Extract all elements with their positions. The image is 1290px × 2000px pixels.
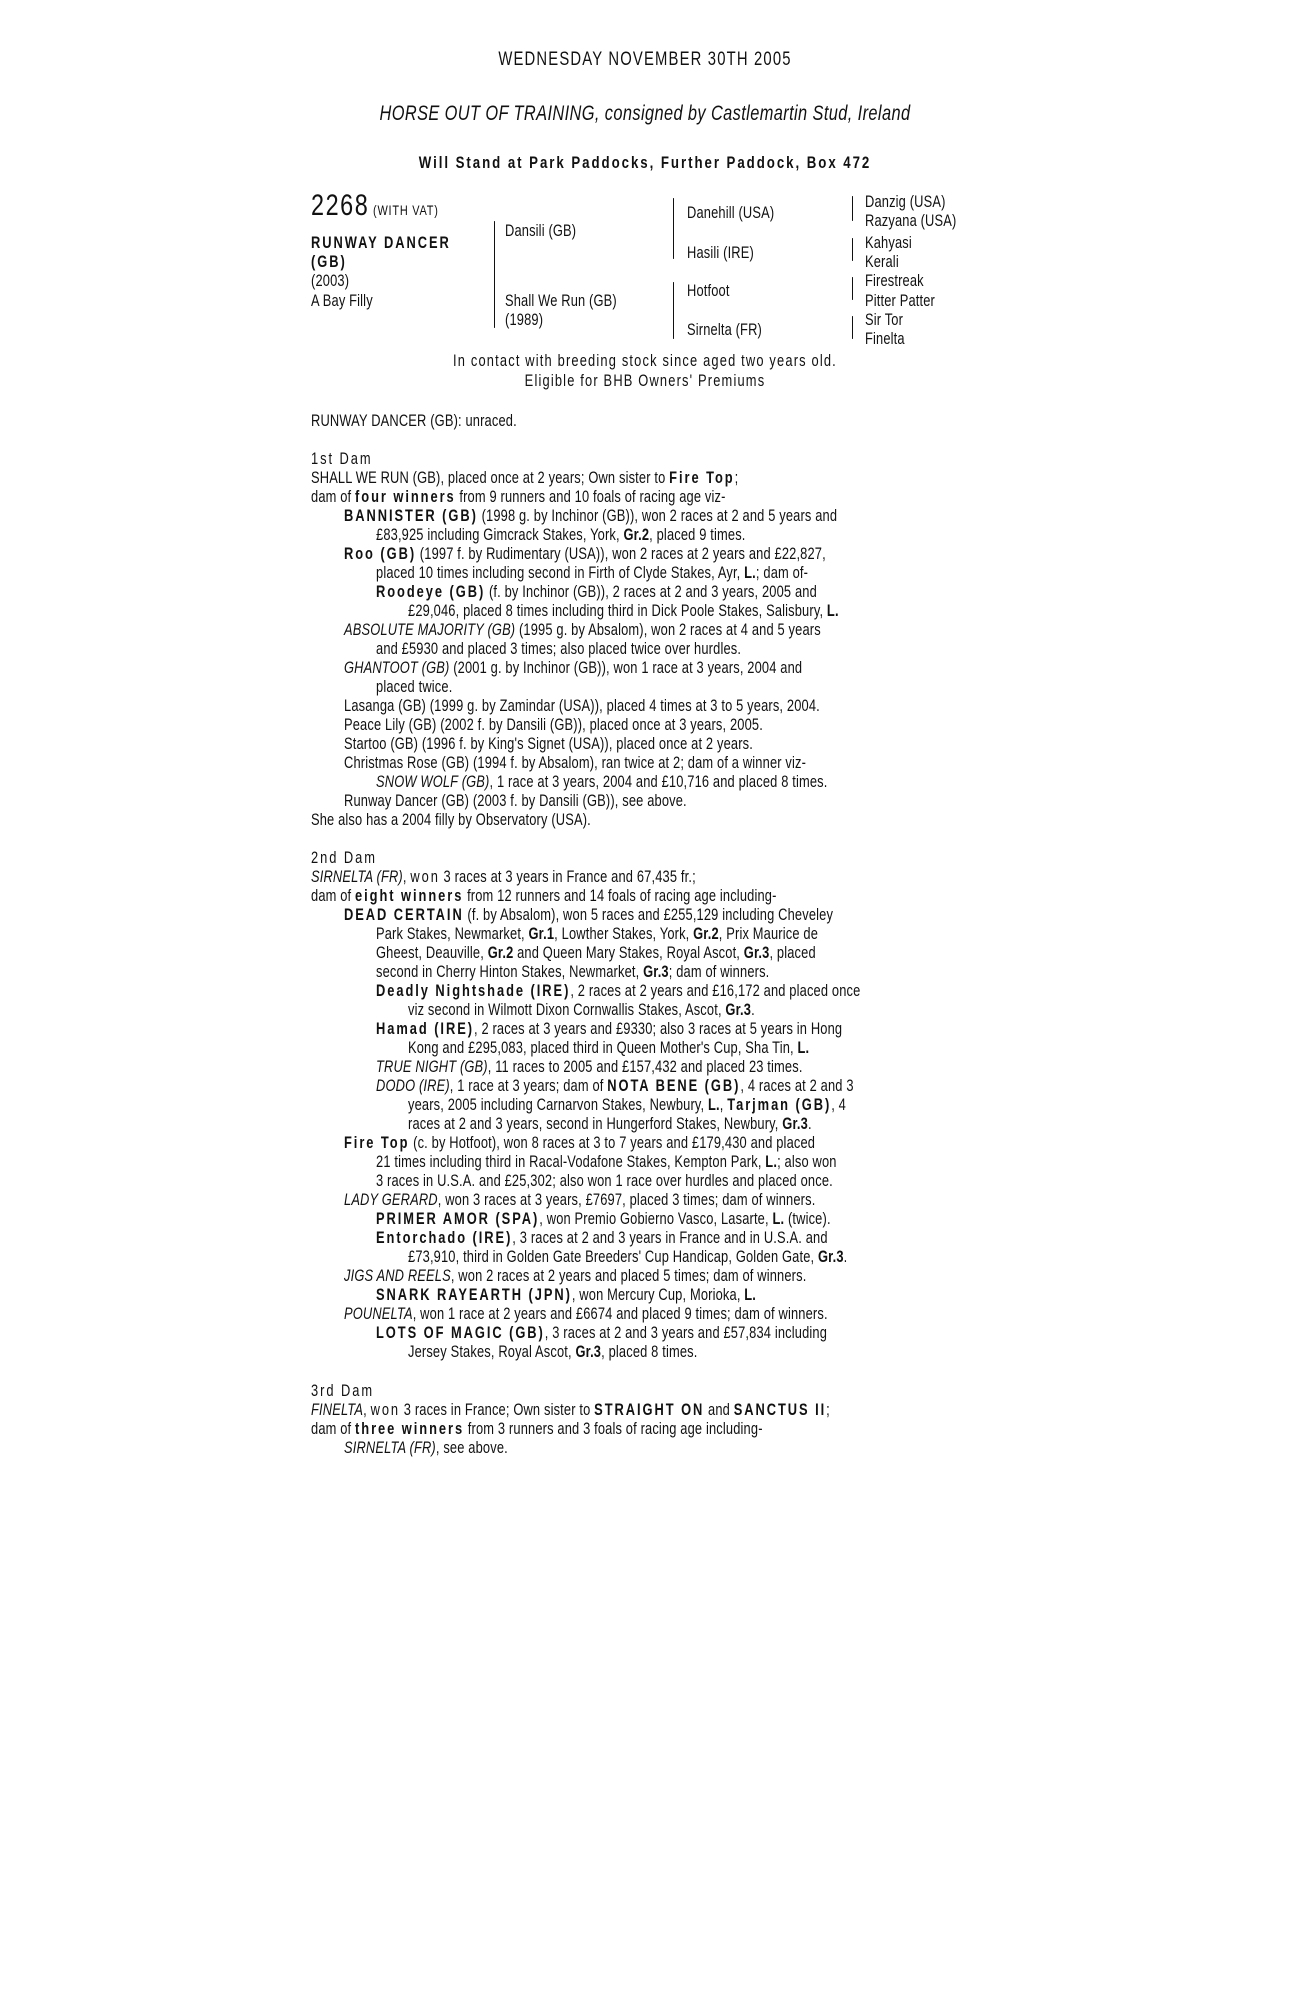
produce-hamad: Hamad (IRE), 2 races at 3 years and £9330; also 3 races at 5 years in Hong <box>376 1020 843 1038</box>
pedigree-dam-sire: Hotfoot <box>687 282 730 300</box>
produce-jigs-and-reels: JIGS AND REELS, won 2 races at 2 years and placed 5 times; dam of winners. <box>344 1267 807 1285</box>
produce-lots-of-magic: LOTS OF MAGIC (GB), 3 races at 2 and 3 years and £57,834 including <box>376 1324 828 1342</box>
produce-dead-certain-cont-3: second in Cherry Hinton Stakes, Newmarket, Gr.3; dam of winners. <box>376 963 770 981</box>
horse-name: RUNWAY DANCER <box>311 234 451 252</box>
produce-absolute-majority: ABSOLUTE MAJORITY (GB) (1995 g. by Absalom), won 2 races at 4 and 5 years <box>344 621 821 639</box>
pedigree-g1: Danzig (USA) <box>865 193 946 211</box>
pedigree-g3: Kahyasi <box>865 234 912 252</box>
produce-dead-certain: DEAD CERTAIN (f. by Absalom), won 5 races and £255,129 including Cheveley <box>344 906 834 924</box>
produce-roo-cont: placed 10 times including second in Firth of Clyde Stakes, Ayr, L.; dam of- <box>376 564 809 582</box>
produce-deadly-nightshade: Deadly Nightshade (IRE), 2 races at 2 years and £16,172 and placed once <box>376 982 861 1000</box>
premiums-note: Eligible for BHB Owners' Premiums <box>524 372 766 390</box>
third-dam-line-1: FINELTA, won 3 races in France; Own sister to STRAIGHT ON and SANCTUS II; <box>311 1401 830 1419</box>
produce-dead-certain-cont-2: Gheest, Deauville, Gr.2 and Queen Mary Stakes, Royal Ascot, Gr.3, placed <box>376 944 816 962</box>
produce-entorchado: Entorchado (IRE), 3 races at 2 and 3 years in France and in U.S.A. and <box>376 1229 828 1247</box>
bracket-dam-lower <box>673 310 674 339</box>
produce-true-night: TRUE NIGHT (GB), 11 races to 2005 and £157,432 and placed 23 times. <box>376 1058 803 1076</box>
produce-dodo: DODO (IRE), 1 race at 3 years; dam of NOTA BENE (GB), 4 races at 2 and 3 <box>376 1077 854 1095</box>
third-dam-line-2: dam of three winners from 3 runners and 3 foals of racing age including- <box>311 1420 763 1438</box>
bracket-sire-upper <box>673 198 674 229</box>
produce-dodo-cont-2: races at 2 and 3 years, second in Hungerford Stakes, Newbury, Gr.3. <box>408 1115 812 1133</box>
produce-lots-of-magic-cont: Jersey Stakes, Royal Ascot, Gr.3, placed 8 times. <box>408 1343 698 1361</box>
produce-deadly-nightshade-cont: viz second in Wilmott Dixon Cornwallis Stakes, Ascot, Gr.3. <box>408 1001 755 1019</box>
first-dam-line-1: SHALL WE RUN (GB), placed once at 2 years; Own sister to Fire Top; <box>311 469 739 487</box>
produce-roodeye-cont: £29,046, placed 8 times including third in Dick Poole Stakes, Salisbury, L. <box>408 602 839 620</box>
pedigree-bracket-upper <box>494 221 495 286</box>
produce-roodeye: Roodeye (GB) (f. by Inchinor (GB)), 2 races at 2 and 3 years, 2005 and <box>376 583 817 601</box>
lot-number-row <box>311 189 439 222</box>
produce-absolute-majority-cont: and £5930 and placed 3 times; also placed twice over hurdles. <box>376 640 742 658</box>
first-dam-line-2: dam of four winners from 9 runners and 10 foals of racing age viz- <box>311 488 726 506</box>
produce-bannister: BANNISTER (GB) (1998 g. by Inchinor (GB)), won 2 races at 2 and 5 years and <box>344 507 838 525</box>
lot-number: 2268 <box>311 189 370 222</box>
second-dam-line-2: dam of eight winners from 12 runners and 14 foals of racing age including- <box>311 887 777 905</box>
produce-dodo-cont-1: years, 2005 including Carnarvon Stakes, Newbury, L., Tarjman (GB), 4 <box>408 1096 846 1114</box>
produce-dead-certain-cont-1: Park Stakes, Newmarket, Gr.1, Lowther Stakes, York, Gr.2, Prix Maurice de <box>376 925 819 943</box>
produce-christmas-rose: Christmas Rose (GB) (1994 f. by Absalom), ran twice at 2; dam of a winner viz- <box>344 754 807 772</box>
produce-lady-gerard: LADY GERARD, won 3 races at 3 years, £7697, placed 3 times; dam of winners. <box>344 1191 816 1209</box>
pedigree-bracket-lower <box>494 285 495 328</box>
second-dam-heading: 2nd Dam <box>311 849 377 867</box>
third-dam-produce-sirnelta: SIRNELTA (FR), see above. <box>344 1439 508 1457</box>
produce-fire-top-cont-2: 3 races in U.S.A. and £25,302; also won 1 race over hurdles and placed once. <box>376 1172 833 1190</box>
sale-date: WEDNESDAY NOVEMBER 30TH 2005 <box>498 49 792 70</box>
bracket-g6 <box>852 287 853 300</box>
produce-fire-top: Fire Top (c. by Hotfoot), won 8 races at 3 to 7 years and £179,430 and placed <box>344 1134 816 1152</box>
bracket-sire-lower <box>673 228 674 259</box>
pedigree-g8: Finelta <box>865 330 905 348</box>
pedigree-sire-sire: Danehill (USA) <box>687 204 775 222</box>
bracket-dam-upper <box>673 282 674 311</box>
bracket-g2 <box>852 208 853 221</box>
bracket-g4 <box>852 248 853 261</box>
produce-lasanga: Lasanga (GB) (1999 g. by Zamindar (USA)), placed 4 times at 3 to 5 years, 2004. <box>344 697 820 715</box>
produce-ghantoot: GHANTOOT (GB) (2001 g. by Inchinor (GB)), won 1 race at 3 years, 2004 and <box>344 659 803 677</box>
consignment-line: HORSE OUT OF TRAINING, consigned by Castlemartin Stud, Ireland <box>379 102 911 125</box>
pedigree-g7: Sir Tor <box>865 311 904 329</box>
vat-note: (WITH VAT) <box>373 202 439 218</box>
produce-roo: Roo (GB) (1997 f. by Rudimentary (USA)), won 2 races at 2 years and £22,827, <box>344 545 826 563</box>
produce-2004-filly: She also has a 2004 filly by Observatory (USA). <box>311 811 591 829</box>
horse-year: (2003) <box>311 272 350 290</box>
pedigree-dam-year: (1989) <box>505 311 544 329</box>
produce-snark-rayearth: SNARK RAYEARTH (JPN), won Mercury Cup, Morioka, L. <box>376 1286 757 1304</box>
second-dam-line-1: SIRNELTA (FR), won 3 races at 3 years in France and 67,435 fr.; <box>311 868 696 886</box>
breeding-contact-note: In contact with breeding stock since aged two years old. <box>453 352 837 370</box>
produce-startoo: Startoo (GB) (1996 f. by King's Signet (USA)), placed once at 2 years. <box>344 735 753 753</box>
horse-description: A Bay Filly <box>311 292 373 310</box>
pedigree-g5: Firestreak <box>865 272 924 290</box>
bracket-g8 <box>852 326 853 339</box>
produce-snow-wolf: SNOW WOLF (GB), 1 race at 3 years, 2004 and £10,716 and placed 8 times. <box>376 773 828 791</box>
produce-runway-dancer: Runway Dancer (GB) (2003 f. by Dansili (GB)), see above. <box>344 792 687 810</box>
produce-hamad-cont: Kong and £295,083, placed third in Queen Mother's Cup, Sha Tin, L. <box>408 1039 810 1057</box>
pedigree-dam-dam: Sirnelta (FR) <box>687 321 762 339</box>
horse-origin: (GB) <box>311 253 347 271</box>
produce-peace-lily: Peace Lily (GB) (2002 f. by Dansili (GB)), placed once at 3 years, 2005. <box>344 716 763 734</box>
third-dam-heading: 3rd Dam <box>311 1382 375 1400</box>
produce-ghantoot-cont: placed twice. <box>376 678 453 696</box>
pedigree-sire: Dansili (GB) <box>505 222 577 240</box>
produce-fire-top-cont-1: 21 times including third in Racal-Vodafone Stakes, Kempton Park, L.; also won <box>376 1153 837 1171</box>
stand-location: Will Stand at Park Paddocks, Further Paddock, Box 472 <box>418 153 872 172</box>
produce-bannister-cont: £83,925 including Gimcrack Stakes, York, Gr.2, placed 9 times. <box>376 526 746 544</box>
produce-pounelta: POUNELTA, won 1 race at 2 years and £6674 and placed 9 times; dam of winners. <box>344 1305 828 1323</box>
first-dam-heading: 1st Dam <box>311 450 373 468</box>
pedigree-sire-dam: Hasili (IRE) <box>687 244 754 262</box>
pedigree-g6: Pitter Patter <box>865 292 935 310</box>
produce-entorchado-cont: £73,910, third in Golden Gate Breeders' Cup Handicap, Golden Gate, Gr.3. <box>408 1248 848 1266</box>
produce-primer-amor: PRIMER AMOR (SPA), won Premio Gobierno Vasco, Lasarte, L. (twice). <box>376 1210 831 1228</box>
race-record-summary: RUNWAY DANCER (GB): unraced. <box>311 412 517 430</box>
pedigree-dam: Shall We Run (GB) <box>505 292 617 310</box>
pedigree-g4: Kerali <box>865 253 899 271</box>
pedigree-g2: Razyana (USA) <box>865 212 957 230</box>
